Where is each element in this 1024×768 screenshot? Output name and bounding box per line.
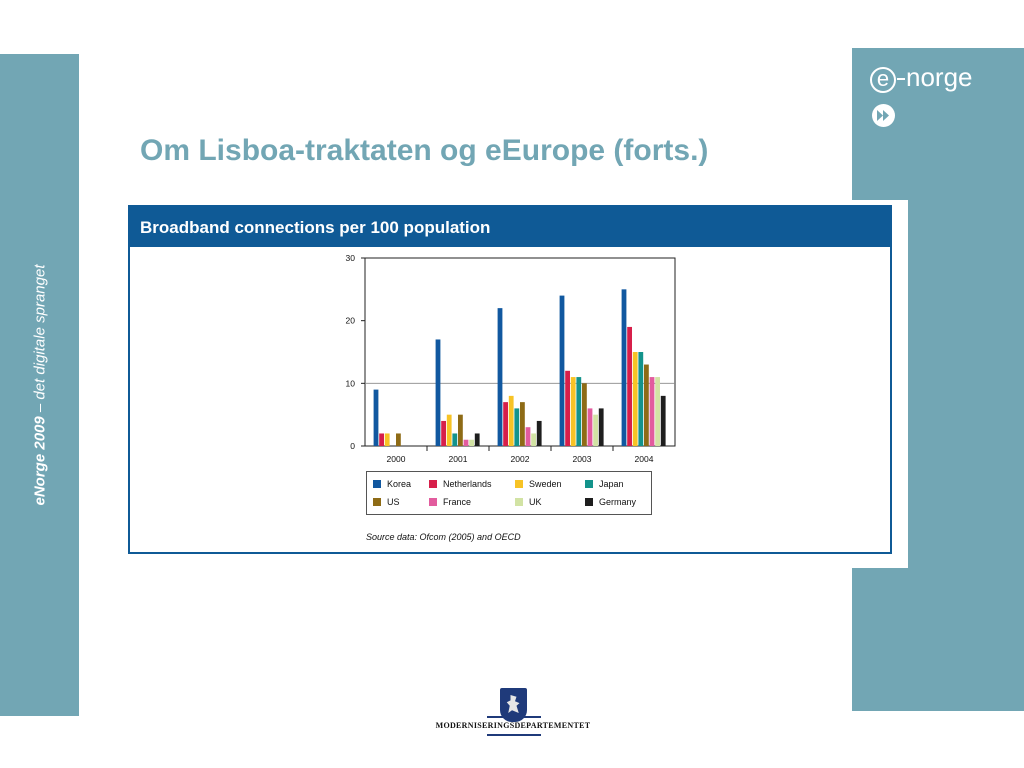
footer-brand: eNorge 2009 [31,416,48,506]
legend-item-japan [585,479,624,489]
bar-korea-2004 [622,289,627,446]
bar-korea-2003 [560,296,565,446]
bar-france-2001 [464,440,469,446]
legend-label: Sweden [529,479,562,489]
bar-us-2001 [458,415,463,446]
footer-vertical-text [31,265,48,506]
legend-item-us [373,497,400,507]
legend-swatch [429,480,437,488]
department-name: MODERNISERINGSDEPARTEMENTET [435,721,591,730]
x-tick-label: 2001 [448,454,468,464]
bar-uk-2003 [593,415,598,446]
chart-legend [366,471,652,515]
legend-item-korea [373,479,411,489]
legend-item-france [429,497,471,507]
legend-label: Germany [599,497,637,507]
crest-rule-bottom [487,734,541,736]
left-sidebar-band [0,54,79,716]
y-tick-label: 10 [345,378,355,389]
y-tick-label: 20 [345,315,355,326]
bar-japan-2002 [514,408,519,446]
bar-france-2002 [526,427,531,446]
bar-france-2004 [650,377,655,446]
legend-item-sweden [515,479,562,489]
logo-dash [897,78,905,80]
bar-germany-2002 [537,421,542,446]
legend-label: Japan [599,479,624,489]
y-tick-label: 30 [345,253,355,263]
lion-icon [506,695,521,713]
legend-label: Korea [387,479,412,489]
legend-swatch [515,480,523,488]
bar-uk-2002 [531,433,536,446]
bar-sweden-2001 [447,415,452,446]
x-tick-label: 2003 [572,454,592,464]
bar-japan-2001 [452,433,457,446]
x-tick-label: 2000 [386,454,406,464]
bar-us-2004 [644,365,649,446]
legend-item-germany [585,497,636,507]
bar-netherlands-2002 [503,402,508,446]
legend-swatch [429,498,437,506]
bar-sweden-2004 [633,352,638,446]
bar-korea-2000 [374,390,379,446]
bar-japan-2003 [576,377,581,446]
chart-source: Source data: Ofcom (2005) and OECD [366,532,521,542]
x-tick-label: 2004 [634,454,654,464]
bar-korea-2001 [436,339,441,446]
slide-title: Om Lisboa-traktaten og eEurope (forts.) [140,134,709,167]
bar-korea-2002 [498,308,503,446]
y-tick-label: 0 [350,441,355,451]
legend-label: UK [529,497,542,507]
footer-tagline: – det digitale spranget [31,264,48,417]
chart-title: Broadband connections per 100 population [140,218,491,237]
bar-chart [330,250,690,470]
bar-us-2000 [396,433,401,446]
bar-netherlands-2000 [379,433,384,446]
legend-swatch [373,480,381,488]
bar-netherlands-2001 [441,421,446,446]
logo-e-letter: e [870,67,896,93]
bar-netherlands-2003 [565,371,570,446]
bar-us-2003 [582,383,587,446]
bar-us-2002 [520,402,525,446]
bar-japan-2004 [638,352,643,446]
bar-sweden-2000 [385,433,390,446]
bar-uk-2001 [469,440,474,446]
legend-swatch [373,498,381,506]
legend-swatch [585,480,593,488]
crest-rule-top [487,716,541,718]
bar-germany-2001 [475,433,480,446]
bar-netherlands-2004 [627,327,632,446]
bar-sweden-2003 [571,377,576,446]
legend-label: Netherlands [443,479,492,489]
legend-swatch [585,498,593,506]
x-tick-label: 2002 [510,454,530,464]
legend-swatch [515,498,523,506]
legend-label: France [443,497,472,507]
legend-item-uk [515,497,542,507]
legend-label: US [387,497,400,507]
chart-header [130,207,890,247]
legend-item-netherlands [429,479,492,489]
bar-germany-2003 [599,408,604,446]
bar-sweden-2002 [509,396,514,446]
bar-germany-2004 [661,396,666,446]
bar-uk-2004 [655,377,660,446]
bar-france-2003 [588,408,593,446]
fast-forward-icon[interactable] [872,104,895,127]
logo-text: norge [906,62,973,92]
enorge-logo [870,62,973,93]
